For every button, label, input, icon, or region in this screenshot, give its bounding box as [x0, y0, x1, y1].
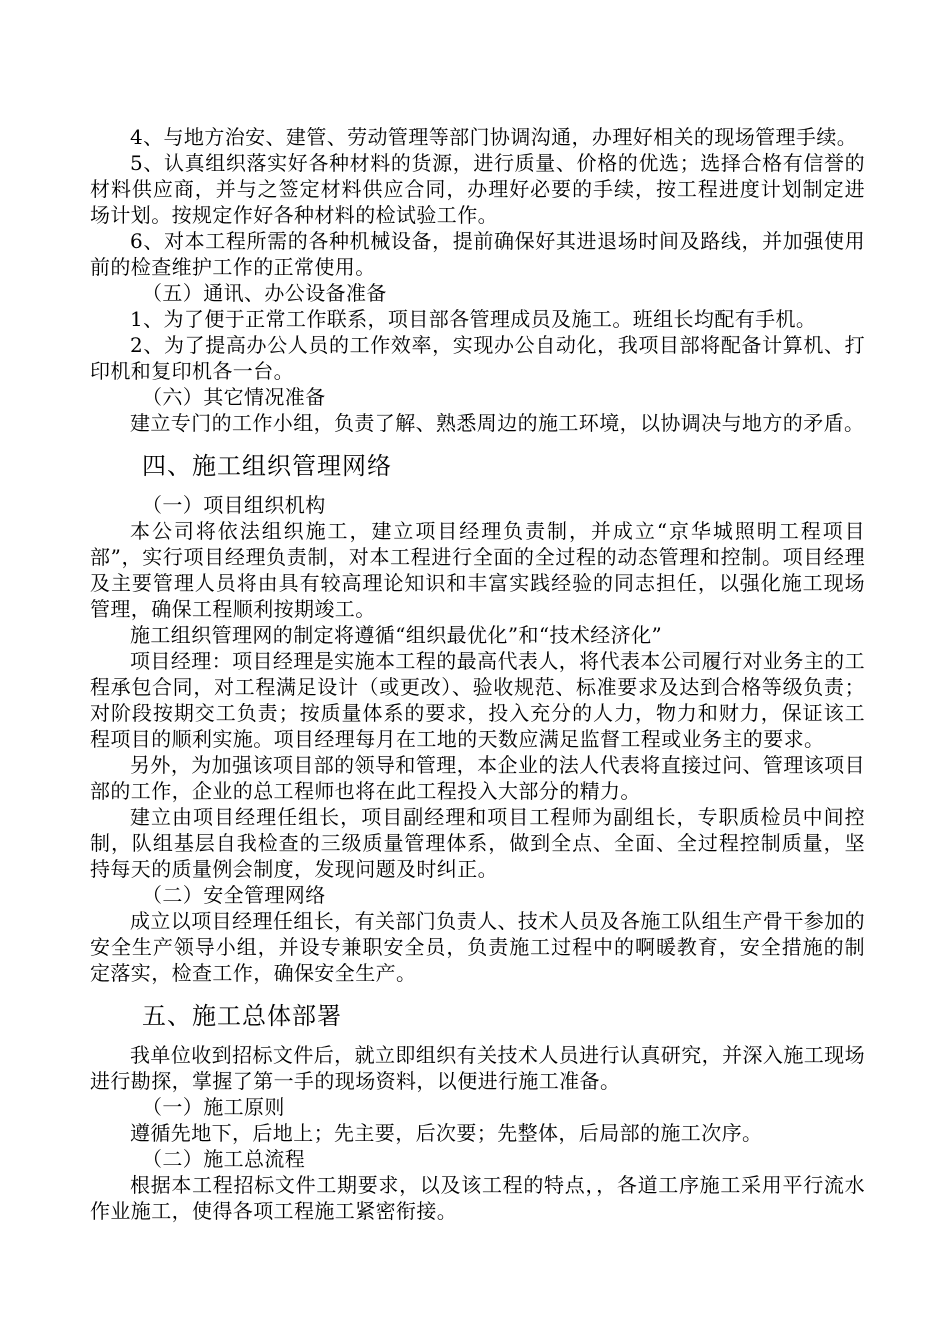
subsection-heading: （二）安全管理网络	[142, 883, 326, 907]
paragraph: 本公司将依法组织施工，建立项目经理负责制，并成立“京华城照明工程项目部”，实行项目经理负责制，对本工程进行全面的全过程的动态管理和控制。项目经理及主要管理人员将由具有较高理论知识和丰富实践经验的同志担任，以强化施工现场管理，确保工程顺利按期竣工。	[90, 519, 865, 621]
paragraph: 成立以项目经理任组长，有关部门负责人、技术人员及各施工队组生产骨干参加的安全生产领导小组，并设专兼职安全员，负责施工过程中的啊暖教育，安全措施的制定落实，检查工作，确保安全生产。	[90, 909, 865, 985]
paragraph: 6、对本工程所需的各种机械设备，提前确保好其进退场时间及路线，并加强使用前的检查维护工作的正常使用。	[90, 229, 865, 279]
subsection-heading: （一）施工原则	[142, 1095, 285, 1119]
paragraph: 建立由项目经理任组长，项目副经理和项目工程师为副组长，专职质检员中间控制，队组基层自我检查的三级质量管理体系，做到全点、全面、全过程控制质量，坚持每天的质量例会制度，发现问题及时纠正。	[90, 805, 865, 881]
subsection-heading: （六）其它情况准备	[142, 385, 326, 409]
paragraph: 项目经理：项目经理是实施本工程的最高代表人，将代表本公司履行对业务主的工程承包合同，对工程满足设计（或更改）、验收规范、标准要求及达到合格等级负责；对阶段按期交工负责；按质量体系的要求，投入充分的人力，物力和财力，保证该工程项目的顺利实施。项目经理每月在工地的天数应满足监督工程或业务主的要求。	[90, 649, 865, 751]
paragraph: 1、为了便于正常工作联系，项目部各管理成员及施工。班组长均配有手机。	[130, 307, 817, 331]
document-body	[90, 124, 865, 1224]
paragraph: 5、认真组织落实好各种材料的货源，进行质量、价格的优选；选择合格有信誉的材料供应商，并与之签定材料供应合同，办理好必要的手续，按工程进度计划制定进场计划。按规定作好各种材料的检试验工作。	[90, 151, 865, 227]
paragraph: 根据本工程招标文件工期要求，以及该工程的特点，，各道工序施工采用平行流水作业施工，使得各项工程施工紧密衔接。	[90, 1173, 865, 1223]
section-heading: 四、施工组织管理网络	[142, 452, 392, 480]
subsection-heading: （一）项目组织机构	[142, 493, 326, 517]
paragraph: 遵循先地下，后地上；先主要，后次要；先整体，后局部的施工次序。	[130, 1121, 763, 1145]
paragraph: 4、与地方治安、建管、劳动管理等部门协调沟通，办理好相关的现场管理手续。	[130, 125, 858, 149]
paragraph: 建立专门的工作小组，负责了解、熟悉周边的施工环境，以协调决与地方的矛盾。	[130, 411, 865, 435]
paragraph: 施工组织管理网的制定将遵循“组织最优化”和“技术经济化”	[130, 623, 663, 647]
paragraph: 2、为了提高办公人员的工作效率，实现办公自动化，我项目部将配备计算机、打印机和复印机各一台。	[90, 333, 865, 383]
section-heading: 五、施工总体部署	[142, 1002, 342, 1030]
paragraph: 我单位收到招标文件后，就立即组织有关技术人员进行认真研究，并深入施工现场进行勘探，掌握了第一手的现场资料，以便进行施工准备。	[90, 1043, 865, 1093]
paragraph: 另外，为加强该项目部的领导和管理，本企业的法人代表将直接过问、管理该项目部的工作，企业的总工程师也将在此工程投入大部分的精力。	[90, 753, 865, 803]
subsection-heading: （五）通讯、办公设备准备	[142, 281, 387, 305]
subsection-heading: （二）施工总流程	[142, 1147, 306, 1171]
